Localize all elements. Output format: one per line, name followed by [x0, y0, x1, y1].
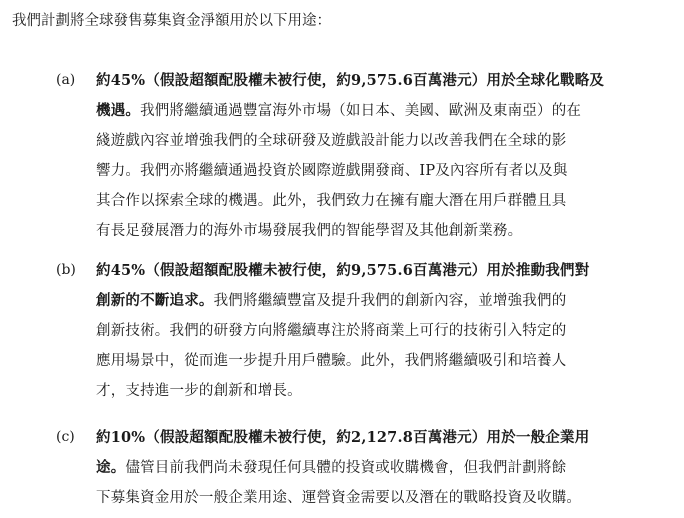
item-line: 約10%（假設超額配股權未被行使，約2,127.8百萬港元）用於一般企業用 [96, 429, 590, 446]
item-line: 其合作以探索全球的機遇。此外，我們致力在擁有龐大潛在用戶群體且具 [96, 193, 567, 209]
item-line: 才，支持進一步的創新和增長。 [96, 383, 302, 399]
item-line: 創新技術。我們的研發方向將繼續專注於將商業上可行的技術引入特定的 [96, 323, 567, 339]
item-line: 創新的不斷追求。我們將繼續豐富及提升我們的創新內容，並增強我們的 [96, 292, 567, 309]
item-body [96, 256, 668, 406]
item-line: 約45%（假設超額配股權未被行使，約9,575.6百萬港元）用於推動我們對 [96, 262, 590, 279]
item-line: 綫遊戲內容並增強我們的全球研發及遊戲設計能力以改善我們在全球的影 [96, 133, 567, 149]
item-marker: (a) [56, 72, 76, 88]
item-line: 有長足發展潛力的海外市場發展我們的智能學習及其他創新業務。 [96, 223, 523, 239]
item-marker: (b) [56, 262, 76, 278]
item-marker: (c) [56, 429, 75, 445]
item-line: 機遇。我們將繼續通過豐富海外市場（如日本、美國、歐洲及東南亞）的在 [96, 102, 582, 119]
item-line: 約45%（假設超額配股權未被行使，約9,575.6百萬港元）用於全球化戰略及 [96, 72, 605, 89]
intro-text: 我們計劃將全球發售募集資金淨額用於以下用途： [12, 13, 331, 29]
item-body [96, 423, 668, 513]
item-line: 下募集資金用於一般企業用途、運營資金需要以及潛在的戰略投資及收購。 [96, 490, 582, 506]
item-line: 應用場景中，從而進一步提升用戶體驗。此外，我們將繼續吸引和培養人 [96, 353, 567, 369]
item-body [96, 66, 668, 246]
item-line: 途。儘管目前我們尚未發現任何具體的投資或收購機會，但我們計劃將餘 [96, 459, 567, 476]
item-line: 響力。我們亦將繼續通過投資於國際遊戲開發商、IP及內容所有者以及與 [96, 163, 568, 179]
